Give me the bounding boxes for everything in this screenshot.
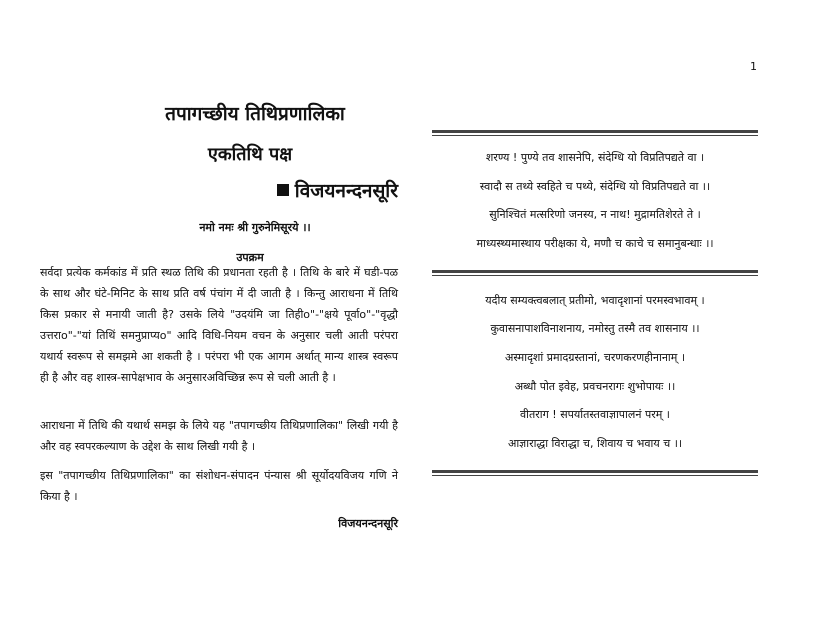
verse-line: अब्धौ पोत इवेह, प्रवचनरागः शुभोपायः ।। [514,380,676,393]
divider [432,470,758,476]
author-line [277,177,398,203]
verse-line: आज्ञाराद्धा विराद्धा च, शिवाय च भवाय च ।। [507,437,683,450]
verse-line: अस्मादृशां प्रमादग्रस्तानां, चरणकरणहीनानाम् । [504,351,686,364]
divider [432,270,758,276]
verse-line: शरण्य ! पुण्ये तव शासनेपि, संदेग्धि यो विप्रतिपद्यते वा । [485,151,705,164]
paragraph: आराधना में तिथि की यथार्थ समझ के लिये यह "तपागच्छीय तिथिप्रणालिका" लिखी गयी है और वह स्वपरकल्याण के उद्देश के साथ लिखी गयी है । [40,419,398,453]
verse-line: स्वादौ स तथ्ये स्वहिते च पथ्ये, संदेग्धि यो विप्रतिपद्यते वा ।। [479,180,711,193]
document-subtitle: एकतिथि पक्ष [207,144,293,165]
verse-line: माध्यस्थ्यमास्थाय परीक्षका ये, मणौ च काचे च समानुबन्धाः ।। [476,237,714,250]
invocation: नमो नमः श्री गुरुनेमिसूरये ।। [199,221,311,234]
square-bullet-icon [277,184,289,196]
divider [432,130,758,136]
paragraph: इस "तपागच्छीय तिथिप्रणालिका" का संशोधन-संपादन पंन्यास श्री सूर्योदयविजय गणि ने किया है । [40,469,398,503]
verse-line: सुनिश्चितं मत्सरिणो जनस्य, न नाथ! मुद्रामतिशेरते ते । [489,208,701,221]
verse-line: कुवासनापाशविनाशनाय, नमोस्तु तस्मै तव शासनाय ।। [490,322,700,335]
section-heading: उपक्रम [236,251,264,264]
document-title: तपागच्छीय तिथिप्रणालिका [165,103,345,125]
author-name: विजयनन्दनसूरि [294,180,398,202]
signature: विजयनन्दनसूरि [338,517,398,530]
verse-line: यदीय सम्यक्त्वबलात् प्रतीमो, भवादृशानां परमस्वभावम् । [485,294,705,307]
paragraph: सर्वदा प्रत्येक कर्मकांड में प्रति स्थळ तिथि की प्रधानता रहती है । तिथि के बारे में घडी-पळ के साथ और घंटे-मिनिट के साथ प्रति वर्ष पंचांग में दी जाती है । किन्तु आराधना में तिथि किस प्रकार से मनायी जाती है? उसके लिये "उदयंमि जा तिहीo"-"क्षये पूर्वाo"-"वृद्धौ उत्तराo"-"यां तिथिं समनुप्राप्यo" आदि विधि-नियम वचन के अनुसार चली आती परंपरा यथार्य स्वरूप से समझमे आ शकती है । परंपरा भी एक आगम अर्थात् मान्य शास्त्र स्वरूप ही है और वह शास्त्र-सापेक्षभाव के अनुसारअविच्छिन्न रूप से चली आती है । [40,266,398,384]
verse-line: वीतराग ! सपर्यातस्तवाज्ञापालनं परम् । [520,408,670,421]
page-number: 1 [750,60,757,73]
